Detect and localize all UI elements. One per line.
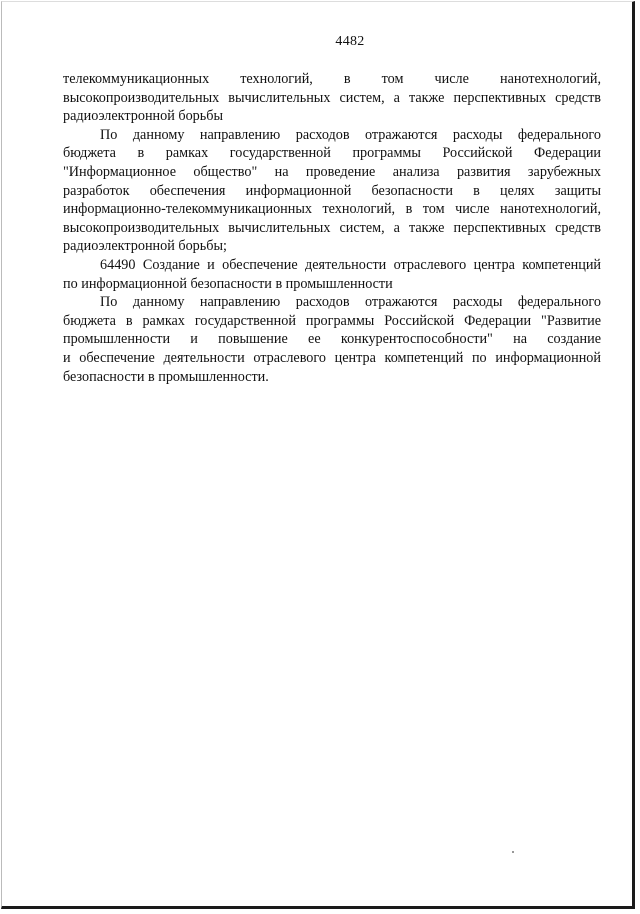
text-line: разработок обеспечения информационной безопасности в целях защиты	[63, 182, 601, 199]
text-line: высокопроизводительных вычислительных систем, а также перспективных средств	[63, 89, 601, 106]
text-line: "Информационное общество" на проведение анализа развития зарубежных	[63, 163, 601, 180]
paragraph-1	[63, 70, 601, 126]
text-line: 64490 Создание и обеспечение деятельности отраслевого центра компетенций	[100, 256, 601, 273]
text-line: высокопроизводительных вычислительных систем, а также перспективных средств	[63, 219, 601, 236]
text-line: бюджета в рамках государственной программы Российской Федерации "Развитие	[63, 312, 601, 329]
scan-speck	[512, 851, 514, 853]
text-line: бюджета в рамках государственной программы Российской Федерации	[63, 145, 601, 162]
text-line: По данному направлению расходов отражаются расходы федерального	[100, 294, 601, 311]
text-line: безопасности в промышленности.	[63, 368, 269, 385]
text-line: по информационной безопасности в промышленности	[63, 275, 393, 292]
document-body	[63, 70, 601, 386]
paragraph-4	[63, 293, 601, 386]
text-line: радиоэлектронной борьбы	[63, 108, 223, 125]
text-line: промышленности и повышение ее конкурентоспособности" на создание	[63, 331, 601, 348]
paragraph-2	[63, 126, 601, 256]
text-line: По данному направлению расходов отражаются расходы федерального	[100, 126, 601, 143]
text-line: и обеспечение деятельности отраслевого центра компетенций по информационной	[63, 349, 601, 366]
page-number: 4482	[335, 34, 365, 49]
text-line: телекоммуникационных технологий, в том числе нанотехнологий,	[63, 71, 601, 87]
text-line: радиоэлектронной борьбы;	[63, 238, 227, 255]
text-line: информационно-телекоммуникационных технологий, в том числе нанотехнологий,	[63, 201, 601, 218]
paragraph-3	[63, 256, 601, 293]
